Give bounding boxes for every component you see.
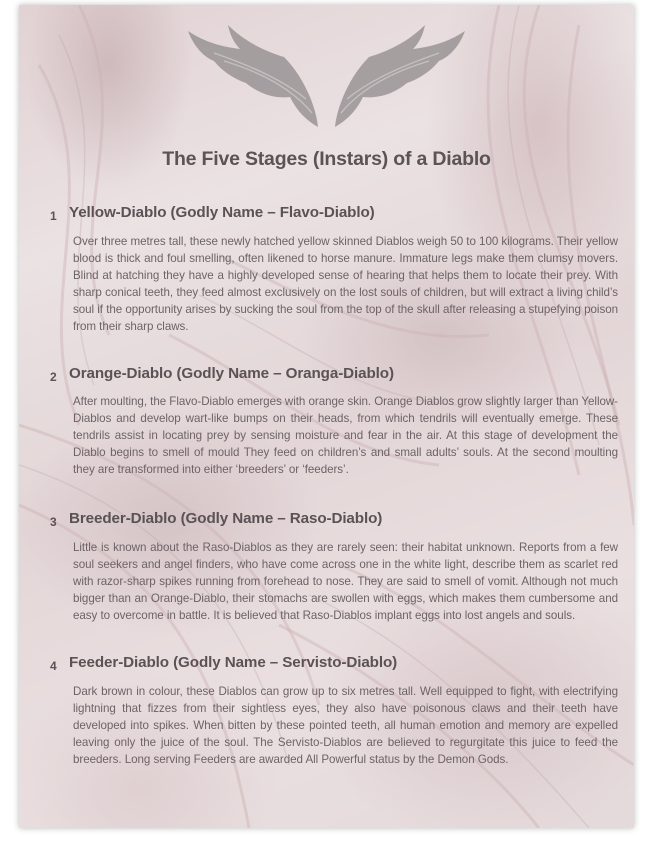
document-content — [19, 5, 634, 828]
stage-3-number: 3 — [50, 515, 57, 529]
document-title: The Five Stages (Instars) of a Diablo — [162, 148, 491, 170]
document-page — [19, 5, 634, 828]
stage-2-number: 2 — [50, 370, 57, 384]
stage-1-body: Over three metres tall, these newly hatched yellow skinned Diablos weigh 50 to 100 kilograms. Their yellow blood is thick and foul smelling, often likened to horse manure. Immature legs make them clumsy movers. Blind at hatching they have a highly developed sense of hearing that helps them to locate their prey. With sharp conical teeth, they feed almost exclusively on the lost souls of children, but will extract a living child’s soul if the opportunity arises by sucking the soul from the top of the skull after releasing a stupefying poison from their sharp claws. — [73, 235, 618, 333]
stage-2-body: After moulting, the Flavo-Diablo emerges with orange skin. Orange Diablos grow slightly larger than Yellow-Diablos and develop wart-like bumps on their heads, from which tendrils will eventually emerge. These tendrils assist in locating prey by sensing moisture and fear in the air. At this stage of development the Diablo begins to smell of mould They feed on children’s and small adults’ souls. At the second moulting they are transformed into either ‘breeders’ or ‘feeders’. — [73, 395, 618, 476]
stage-1-number: 1 — [50, 209, 57, 223]
stage-3-heading: Breeder-Diablo (Godly Name – Raso-Diablo) — [69, 510, 383, 527]
stage-3-body: Little is known about the Raso-Diablos as they are rarely seen: their habitat unknown. Reports from a few soul seekers and angel finders, who have come across one in the white light, describe them as scarlet red with razor-sharp spikes running from forehead to nose. They are said to smell of vomit. Although not much bigger than an Orange-Diablo, their stomachs are swollen with eggs, which makes them cumbersome and easy to overcome in battle. It is believed that Raso-Diablos implant eggs into lost angels and souls. — [73, 541, 618, 622]
stage-4-body: Dark brown in colour, these Diablos can grow up to six metres tall. Well equipped to fight, with electrifying lightning that fizzes from their sightless eyes, they also have poisonous claws and their teeth have developed into spikes. When bitten by these pointed teeth, all human emotion and memory are expelled leaving only the juice of the soul. The Servisto-Diablos are believed to regurgitate this juice to feed the breeders. Long serving Feeders are awarded All Powerful status by the Demon Gods. — [73, 685, 618, 766]
stage-1-heading: Yellow-Diablo (Godly Name – Flavo-Diablo) — [69, 204, 375, 221]
stage-4-number: 4 — [50, 659, 57, 673]
stage-2-heading: Orange-Diablo (Godly Name – Oranga-Diablo) — [69, 365, 394, 382]
stage-4-heading: Feeder-Diablo (Godly Name – Servisto-Diablo) — [69, 654, 398, 671]
